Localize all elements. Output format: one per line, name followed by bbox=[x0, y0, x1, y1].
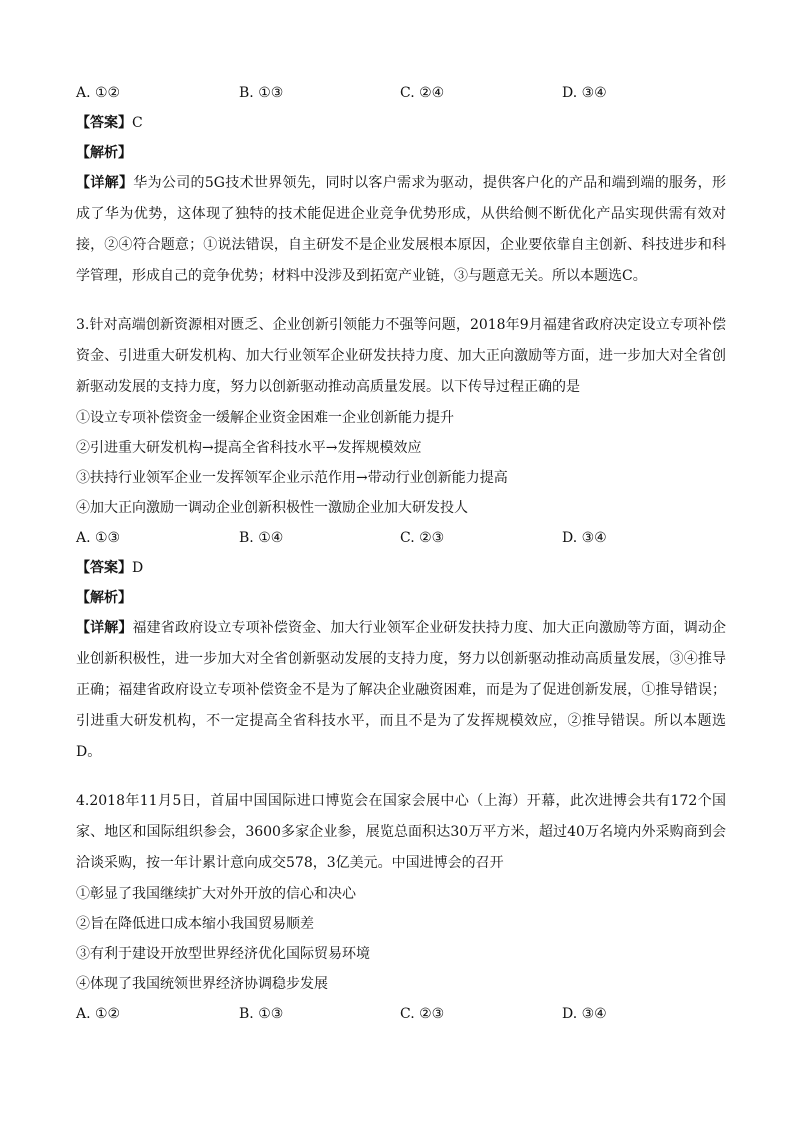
question-3-item-2: ②引进重大研发机构→提高全省科技水平→发挥规模效应 bbox=[76, 440, 422, 456]
detail-label: 【详解】 bbox=[76, 620, 133, 636]
question-3-stem: 3.针对高端创新资源相对匮乏、企业创新引领能力不强等问题，2018年9月福建省政府决定设立专项补偿资金、引进重大研发机构、加大行业领军企业研发扶持力度、加大正向激励等方面，进一步加大对全省创新驱动发展的支持力度，努力以创新驱动推动高质量发展。以下传导过程正确的是 bbox=[76, 317, 726, 395]
question-4-stem: 4.2018年11月5日，首届中国国际进口博览会在国家会展中心（上海）开幕，此次进博会共有172个国家、地区和国际组织参会，3600多家企业参，展览总面积达30万平方米，超过40万名境内外采购商到会洽谈采购，按一年计累计意向成交578，3亿美元。中国进博会的召开 bbox=[76, 793, 726, 871]
answer-label: 【答案】 bbox=[76, 115, 132, 131]
option-c[interactable]: C. ②③ bbox=[400, 530, 445, 546]
answer-value: D bbox=[132, 560, 144, 576]
question-3-analysis-label: 【解析】 bbox=[76, 590, 132, 606]
question-2-options bbox=[76, 78, 726, 108]
option-a[interactable]: A. ①③ bbox=[76, 530, 121, 546]
question-4-item-1: ①彰显了我国继续扩大对外开放的信心和决心 bbox=[76, 886, 356, 902]
detail-label: 【详解】 bbox=[76, 175, 134, 191]
question-3-item-4: ④加大正向激励一调动企业创新积极性一激励企业加大研发投人 bbox=[76, 500, 468, 516]
spacer bbox=[76, 768, 726, 786]
question-3-detail bbox=[76, 613, 726, 768]
option-b[interactable]: B. ①③ bbox=[239, 1006, 284, 1022]
question-4-item-2: ②旨在降低进口成本缩小我国贸易顺差 bbox=[76, 916, 314, 932]
answer-value: C bbox=[132, 115, 143, 131]
document-content bbox=[76, 78, 726, 1029]
option-a[interactable]: A. ①② bbox=[76, 1006, 121, 1022]
question-2-detail bbox=[76, 168, 726, 292]
detail-text: 华为公司的5G技术世界领先，同时以客户需求为驱动，提供客户化的产品和端到端的服务，形成了华为优势，这体现了独特的技术能促进企业竞争优势形成，从供给侧不断优化产品实现供需有效对接，②④符合题意；①说法错误，自主研发不是企业发展根本原因，企业要依靠自主创新、科技进步和科学管理，形成自己的竞争优势；材料中没涉及到拓宽产业链，③与题意无关。所以本题选C。 bbox=[76, 175, 726, 284]
question-3-item-3: ③扶持行业领军企业一发挥领军企业示范作用→带动行业创新能力提高 bbox=[76, 470, 508, 486]
question-2-analysis-label: 【解析】 bbox=[76, 145, 132, 161]
question-2-answer bbox=[76, 108, 726, 138]
option-c[interactable]: C. ②④ bbox=[400, 85, 445, 101]
answer-label: 【答案】 bbox=[76, 560, 132, 576]
option-a[interactable]: A. ①② bbox=[76, 85, 121, 101]
option-d[interactable]: D. ③④ bbox=[562, 85, 607, 101]
question-4-item-4: ④体现了我国统领世界经济协调稳步发展 bbox=[76, 976, 328, 992]
spacer bbox=[76, 292, 726, 310]
option-b[interactable]: B. ①③ bbox=[239, 85, 284, 101]
option-c[interactable]: C. ②③ bbox=[400, 1006, 445, 1022]
question-4-item-3: ③有利于建设开放型世界经济优化国际贸易环境 bbox=[76, 946, 370, 962]
question-4-options bbox=[76, 999, 726, 1029]
question-3-answer bbox=[76, 553, 726, 583]
question-3-item-1: ①设立专项补偿资金一缓解企业资金困难一企业创新能力提升 bbox=[76, 410, 454, 426]
option-d[interactable]: D. ③④ bbox=[562, 530, 607, 546]
detail-text: 福建省政府设立专项补偿资金、加大行业领军企业研发扶持力度、加大正向激励等方面，调动企业创新积极性，进一步加大对全省创新驱动发展的支持力度，努力以创新驱动推动高质量发展，③④推导正确；福建省政府设立专项补偿资金不是为了解决企业融资困难，而是为了促进创新发展，①推导错误；引进重大研发机构，不一定提高全省科技水平，而且不是为了发挥规模效应，②推导错误。所以本题选D。 bbox=[76, 620, 727, 760]
option-d[interactable]: D. ③④ bbox=[562, 1006, 607, 1022]
option-b[interactable]: B. ①④ bbox=[239, 530, 284, 546]
question-3-options bbox=[76, 523, 726, 553]
